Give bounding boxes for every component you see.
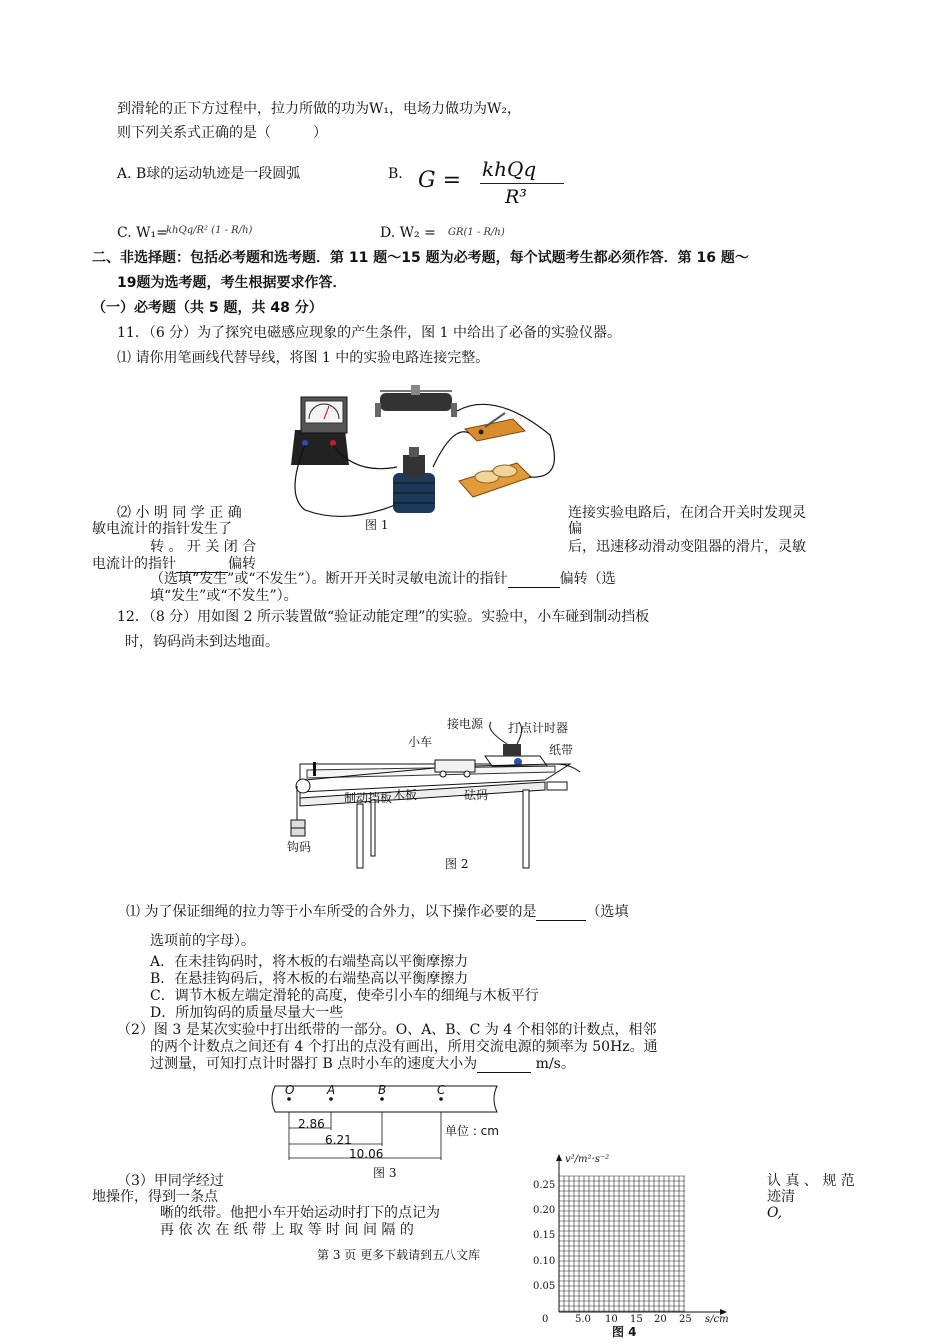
pulley-icon [296, 779, 310, 793]
q10-option-b-label: B. [388, 166, 403, 182]
page-footer: 第 3 页 更多下载请到五八文库 [317, 1248, 481, 1262]
fig2-board-label: 木板 [393, 788, 418, 802]
fig2-timer-label: 打点计时器 [508, 721, 569, 735]
q12-p3-left3: 晰的纸带。他把小车开始运动时打下的点记为 [160, 1205, 440, 1221]
section2-heading-line2: 19题为选考题，考生根据要求作答． [117, 275, 347, 291]
fig3-unit: 单位 : cm [445, 1124, 499, 1138]
fig3-distance-oa: 2.86 [298, 1117, 325, 1131]
fig4-origin: 0 [542, 1314, 549, 1325]
fig2-cart-label: 小车 [408, 735, 433, 749]
answer-blank[interactable] [477, 1072, 531, 1073]
q12-p3-right1: 认 真 、 规 范 [767, 1173, 855, 1189]
fig4-ytick-020: 0.20 [533, 1205, 556, 1216]
q10-option-b-lhs: G = [418, 168, 462, 193]
q11-p2-right2: 偏 [568, 521, 582, 537]
answer-blank[interactable] [508, 587, 560, 588]
fraction-bar [480, 183, 564, 184]
q12-p3-right3: O, [767, 1205, 783, 1221]
fig2-hook-weight-label: 钩码 [287, 840, 312, 854]
figure-4-label: 图 4 [612, 1325, 637, 1339]
figure-2-label: 图 2 [445, 857, 469, 871]
answer-blank[interactable] [536, 920, 586, 921]
figure-4-grid [525, 1152, 740, 1332]
q10-option-c: C. W₁= [117, 225, 168, 241]
q10-option-a: A. B球的运动轨迹是一段圆弧 [117, 166, 301, 182]
rheostat-icon [375, 385, 457, 417]
q12-p2-line2: 的两个计数点之间还有 4 个打出的点没有画出，所用交流电源的频率为 50Hz。通 [150, 1039, 658, 1055]
q11-p2-right3: 后，迅速移动滑动变阻器的滑片，灵敏 [568, 539, 806, 555]
battery-box-icon [459, 463, 531, 497]
fig4-xtick-10: 10 [605, 1314, 618, 1325]
coil-icon [393, 447, 435, 513]
q12-line2: 时，钩码尚未到达地面。 [125, 634, 279, 650]
galvanometer-icon [291, 397, 349, 465]
section2-part1: （一）必考题（共 5 题，共 48 分） [92, 300, 323, 316]
fig3-point-c: C [437, 1083, 446, 1097]
fig4-y-axis-label: v²/m²·s⁻² [565, 1154, 610, 1165]
q12-p1-line1: ⑴ 为了保证细绳的拉力等于小车所受的合外力，以下操作必要的是 （选填 [126, 904, 629, 920]
q11-p2-left4: 电流计的指针 偏转 [92, 556, 256, 572]
fig4-ytick-005: 0.05 [533, 1281, 556, 1292]
figure-2-apparatus [285, 712, 585, 872]
q10-line2: 则下列关系式正确的是（ ） [117, 125, 327, 141]
q12-p2-line1: （2）图 3 是某次实验中打出纸带的一部分。O、A、B、C 为 4 个相邻的计数点，相邻 [117, 1022, 657, 1038]
fig4-xtick-20: 20 [654, 1314, 667, 1325]
fig4-xtick-15: 15 [630, 1314, 643, 1325]
q12-option-d: D．所加钩码的质量尽量大一些 [150, 1005, 344, 1021]
fig2-tape-label: 纸带 [549, 743, 574, 757]
q10-line1: 到滑轮的正下方过程中，拉力所做的功为W₁，电场力做功为W₂， [117, 101, 522, 117]
fig2-cart-weight-label: 砝码 [464, 788, 489, 802]
q12-line1: 12．（8 分）用如图 2 所示装置做“验证动能定理”的实验。实验中，小车碰到制动挡板 [117, 609, 650, 625]
q10-option-c-formula: khQq/R² (1 - R/h) [166, 225, 253, 236]
q10-option-b-denominator: R³ [505, 186, 527, 208]
fig4-ytick-025: 0.25 [533, 1180, 556, 1191]
fig4-grid-lines [559, 1176, 685, 1312]
fig4-ytick-015: 0.15 [533, 1230, 556, 1241]
fig3-distance-oc: 10.06 [349, 1147, 384, 1161]
q11-line1: 11．（6 分）为了探究电磁感应现象的产生条件，图 1 中给出了必备的实验仪器。 [117, 325, 621, 341]
switch-icon [465, 413, 525, 441]
q11-line2: ⑴ 请你用笔画线代替导线，将图 1 中的实验电路连接完整。 [117, 350, 490, 366]
fig2-stopper-label: 制动挡板 [344, 791, 393, 805]
fig4-ytick-010: 0.10 [533, 1256, 556, 1267]
q12-p1-line2: 选项前的字母）。 [150, 933, 255, 949]
fig2-power-label: 接电源 [447, 717, 484, 731]
section2-heading-line1: 二、非选择题：包括必考题和选考题．第 11 题～15 题为必考题，每个试题考生都必须作答．第 16 题～ [92, 250, 749, 266]
figure-1-label: 图 1 [365, 518, 389, 532]
fig4-xtick-25: 25 [679, 1314, 692, 1325]
q12-p3-left1: （3）甲同学经过 [117, 1173, 224, 1189]
fig3-point-b: B [378, 1083, 387, 1097]
q12-option-a: A．在未挂钩码时，将木板的右端垫高以平衡摩擦力 [150, 954, 469, 970]
timer-icon [485, 744, 547, 766]
q10-option-d: D. W₂ = [380, 225, 436, 241]
q12-p2-line3: 过测量，可知打点计时器打 B 点时小车的速度大小为 m/s。 [150, 1056, 575, 1072]
figure-1-apparatus [285, 385, 570, 530]
q12-option-b: B．在悬挂钩码后，将木板的右端垫高以平衡摩擦力 [150, 971, 469, 987]
q12-p3-left4: 再 依 次 在 纸 带 上 取 等 时 间 间 隔 的 [160, 1222, 414, 1238]
q11-p2-right1: 连接实验电路后，在闭合开关时发现灵 [568, 505, 806, 521]
q11-p2-left2: 敏电流计的指针发生了 [92, 521, 232, 537]
fig4-x-axis-label: s/cm [705, 1314, 729, 1325]
q11-p2-left3: 转 。 开 关 闭 合 [150, 539, 257, 555]
q11-p2-line5: （选填“发生”或“不发生”）。断开开关时灵敏电流计的指针 偏转（选 [150, 571, 616, 587]
q10-option-b-numerator: khQq [482, 157, 537, 181]
q11-p2-line6: 填“发生”或“不发生”）。 [150, 588, 298, 604]
q12-option-c: C．调节木板左端定滑轮的高度，使牵引小车的细绳与木板平行 [150, 988, 539, 1004]
q11-p2-left1: ⑵ 小 明 同 学 正 确 [117, 505, 242, 521]
q10-option-d-formula: GR(1 - R/h) [448, 227, 505, 238]
hook-weight-icon [291, 820, 305, 836]
q12-p3-right2: 迹清 [767, 1189, 795, 1205]
fig3-point-a: A [327, 1083, 336, 1097]
fig3-point-o: O [285, 1083, 295, 1097]
q12-p3-left2: 地操作，得到一条点 [92, 1189, 218, 1205]
fig3-distance-ob: 6.21 [325, 1133, 352, 1147]
fig4-xtick-5: 5.0 [575, 1314, 591, 1325]
figure-3-label: 图 3 [373, 1166, 397, 1180]
